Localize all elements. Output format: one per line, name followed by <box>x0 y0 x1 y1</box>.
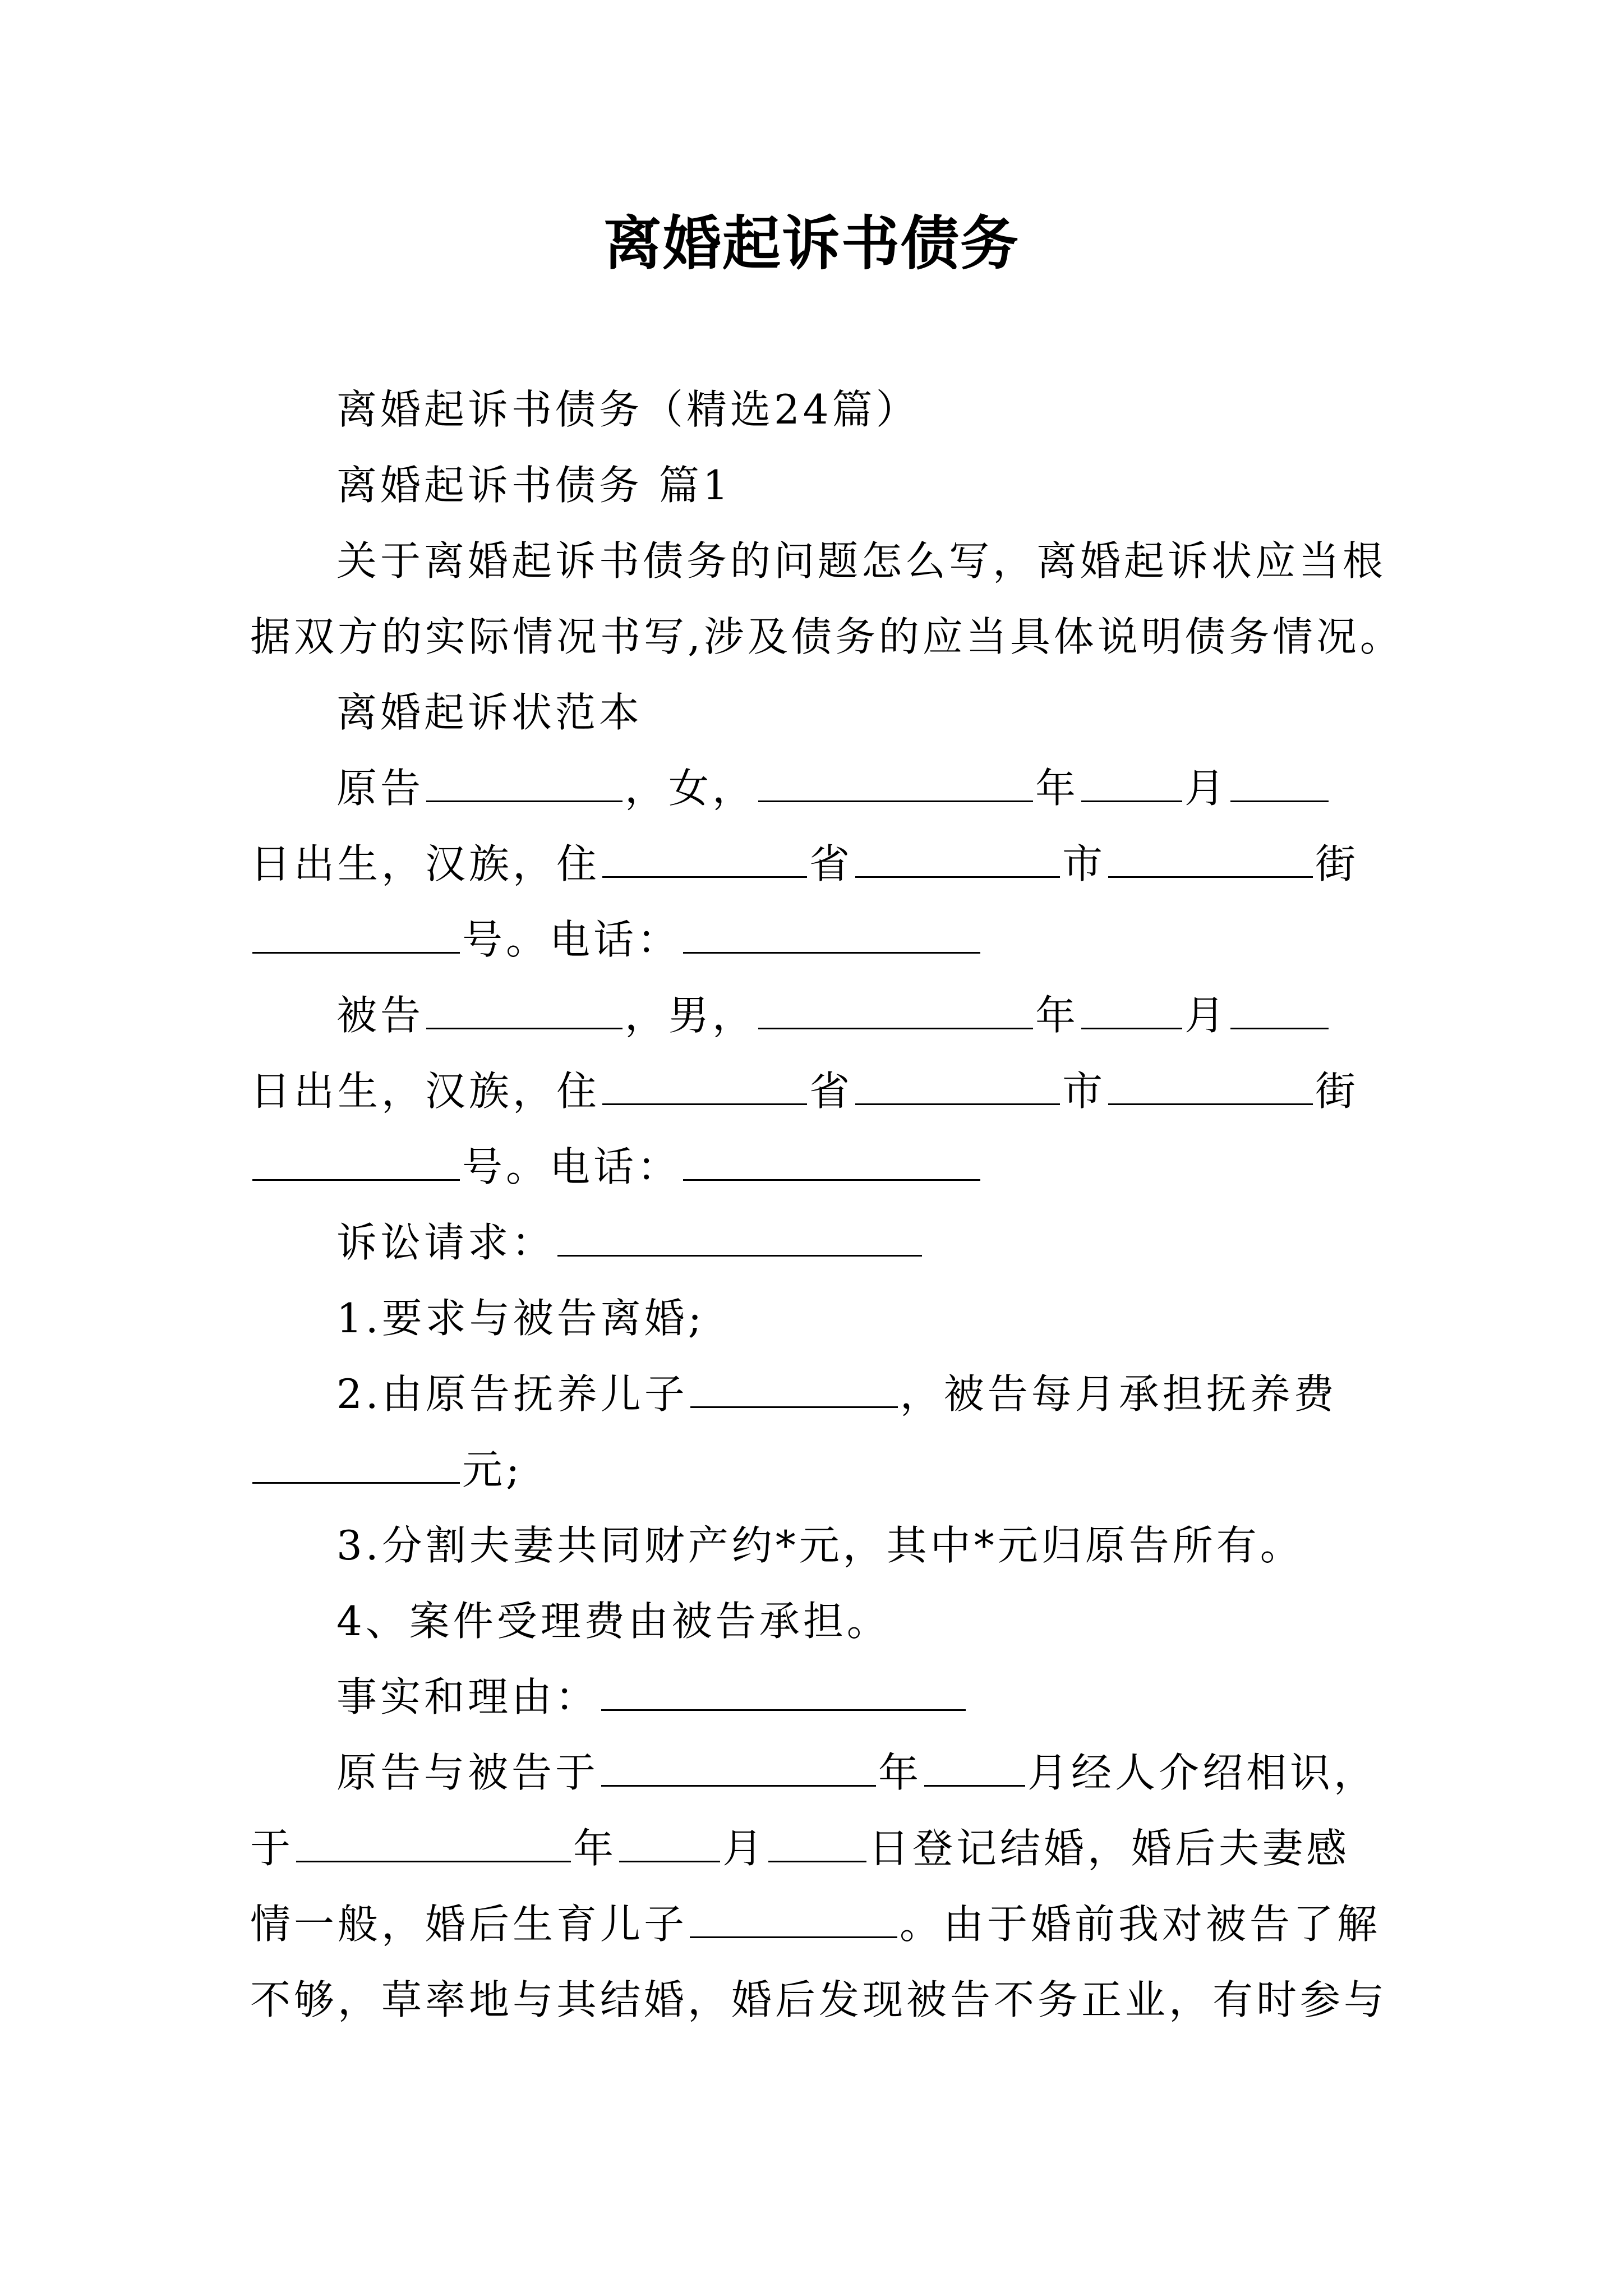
claims-blank <box>557 1216 922 1257</box>
defendant-city-blank <box>855 1064 1060 1105</box>
paragraph-template-heading: 离婚起诉状范本 <box>336 689 643 736</box>
married-day-blank <box>768 1821 866 1862</box>
facts-line3: 情一般，婚后生育儿子 。由于婚前我对被告了解 <box>250 1896 1381 1952</box>
support-amount-blank <box>252 1443 460 1484</box>
married-year-blank <box>296 1821 571 1862</box>
claims-heading: 诉讼请求： <box>336 1214 924 1271</box>
claim-2-line1: 2.由原告抚养儿子 ，被告每月承担抚养费 <box>336 1366 1338 1422</box>
defendant-phone-blank <box>683 1140 980 1181</box>
married-month-blank <box>619 1821 720 1862</box>
plaintiff-name-blank <box>426 761 623 802</box>
facts-heading: 事实和理由： <box>336 1669 968 1725</box>
paragraph-intro-line1: 关于离婚起诉书债务的问题怎么写，离婚起诉状应当根 <box>336 537 1387 585</box>
plaintiff-street-blank <box>1108 837 1313 878</box>
document-title: 离婚起诉书债务 <box>603 209 1020 278</box>
paragraph-intro-line2: 据双方的实际情况书写,涉及债务的应当具体说明债务情况。 <box>250 613 1404 660</box>
defendant-line2: 日出生，汉族，住 省 市 街 <box>250 1063 1359 1119</box>
facts-line2: 于 年 月 日登记结婚，婚后夫妻感 <box>250 1820 1350 1876</box>
son-name-blank-2 <box>690 1897 897 1938</box>
defendant-name-blank <box>426 988 623 1029</box>
defendant-birth-month-blank <box>1081 988 1182 1029</box>
facts-blank <box>601 1670 966 1711</box>
paragraph-section-heading: 离婚起诉书债务 篇1 <box>336 462 732 509</box>
defendant-line1: 被告 ，男， 年 月 <box>336 987 1331 1043</box>
facts-line4: 不够，草率地与其结婚，婚后发现被告不务正业，有时参与 <box>250 1976 1388 2023</box>
plaintiff-line1: 原告 ，女， 年 月 <box>336 760 1331 816</box>
defendant-line3: 号。电话： <box>250 1139 983 1195</box>
met-month-blank <box>924 1746 1025 1787</box>
plaintiff-province-blank <box>602 837 807 878</box>
plaintiff-birth-day-blank <box>1230 761 1329 802</box>
facts-line1: 原告与被告于 年 月经人介绍相识， <box>336 1745 1377 1801</box>
plaintiff-birth-month-blank <box>1081 761 1182 802</box>
claim-1: 1.要求与被告离婚; <box>336 1295 705 1342</box>
defendant-birth-year-blank <box>758 988 1033 1029</box>
plaintiff-city-blank <box>855 837 1060 878</box>
met-year-blank <box>601 1746 876 1787</box>
claim-3: 3.分割夫妻共同财产约*元，其中*元归原告所有。 <box>336 1522 1304 1569</box>
claim-4: 4、案件受理费由被告承担。 <box>336 1598 891 1645</box>
plaintiff-line3: 号。电话： <box>250 912 983 968</box>
son-name-blank <box>690 1367 898 1408</box>
plaintiff-birth-year-blank <box>758 761 1033 802</box>
plaintiff-number-blank <box>252 913 460 954</box>
plaintiff-phone-blank <box>683 913 980 954</box>
defendant-province-blank <box>602 1064 807 1105</box>
defendant-birth-day-blank <box>1230 988 1329 1029</box>
plaintiff-line2: 日出生，汉族，住 省 市 街 <box>250 836 1359 892</box>
claim-2-line2: 元; <box>250 1442 523 1498</box>
defendant-number-blank <box>252 1140 460 1181</box>
paragraph-subtitle: 离婚起诉书债务（精选24篇） <box>336 386 920 433</box>
defendant-street-blank <box>1108 1064 1313 1105</box>
